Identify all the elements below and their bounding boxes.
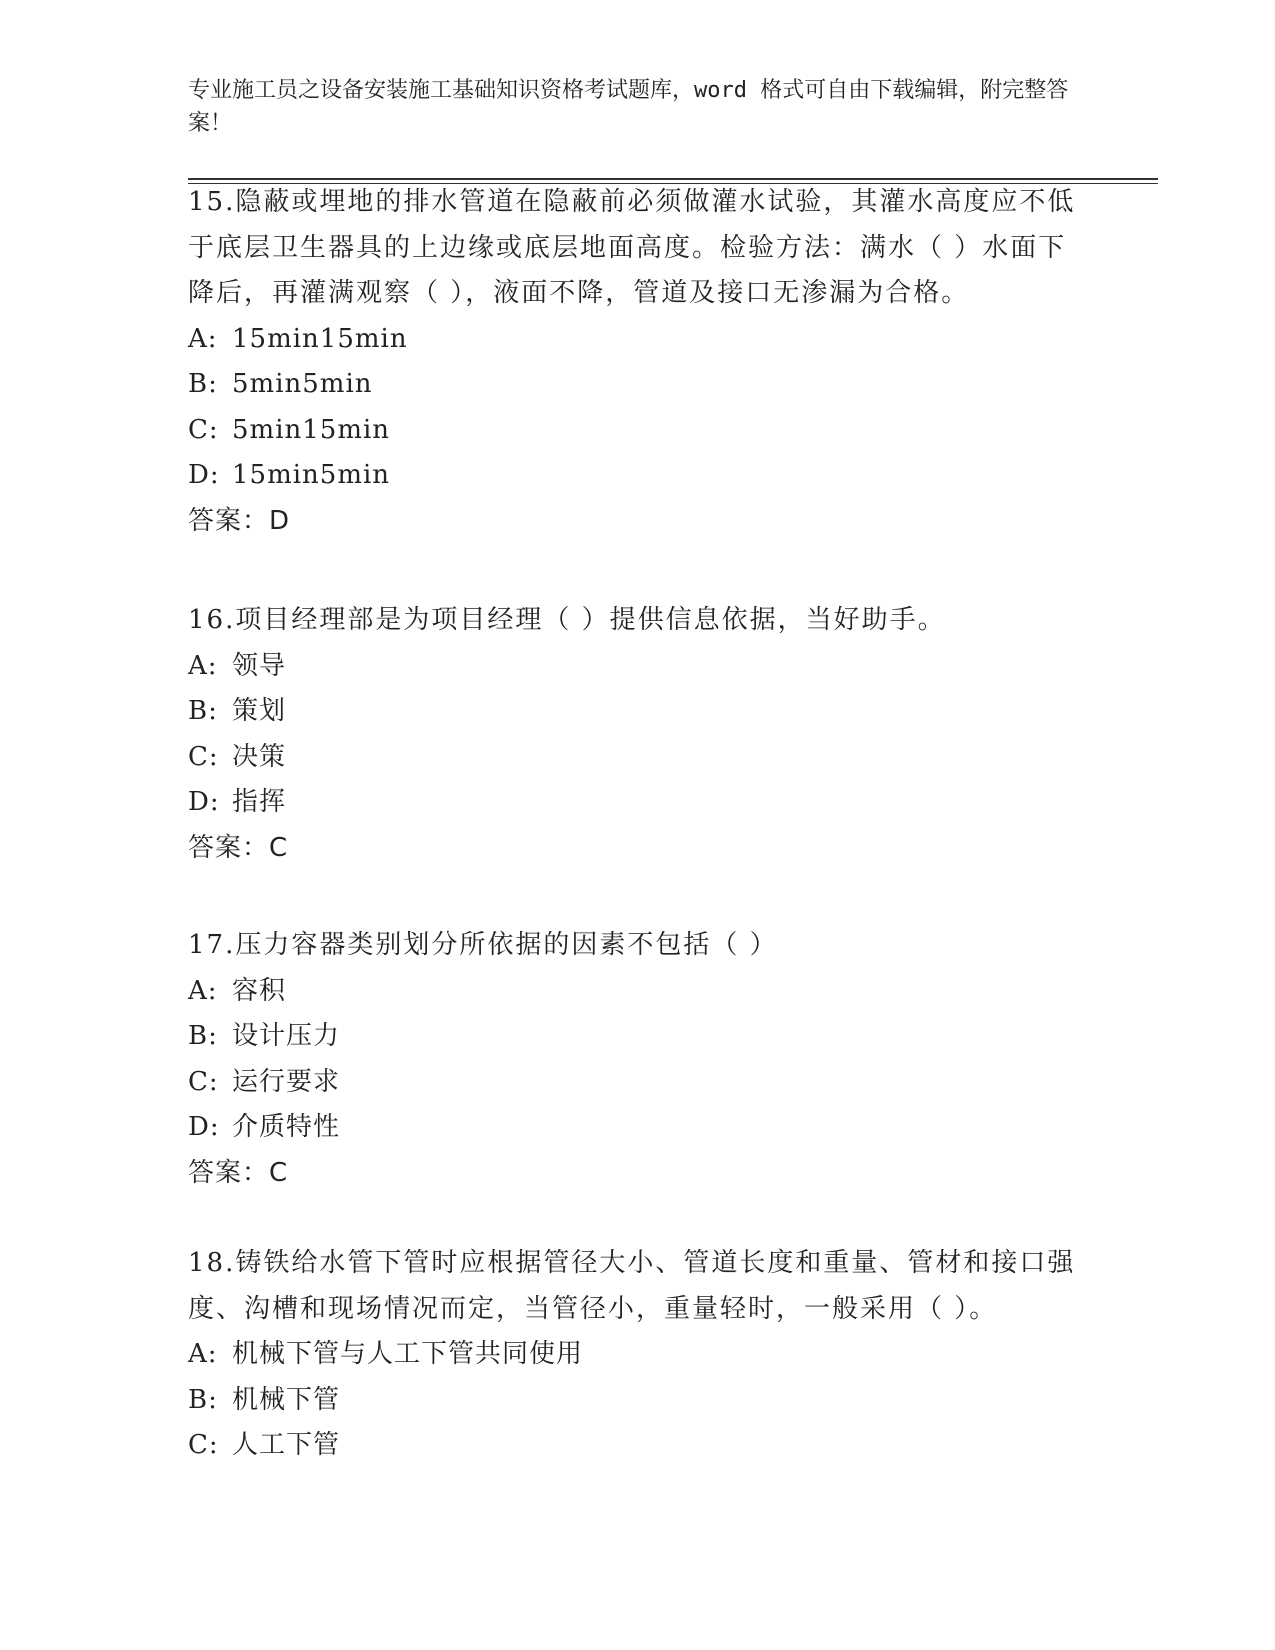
option-text: 运行要求 — [232, 1066, 341, 1097]
option-letter: D: — [188, 787, 220, 817]
option-letter: A: — [188, 975, 218, 1006]
option-c — [188, 408, 1088, 454]
option-letter: D: — [188, 1112, 220, 1142]
option-b — [188, 362, 1088, 408]
option-letter: B: — [188, 696, 218, 726]
option-text: 领导 — [232, 650, 287, 681]
option-c — [188, 735, 1088, 781]
option-letter: C: — [188, 741, 219, 772]
answer-line: 答案：C — [188, 1157, 289, 1188]
option-c — [188, 1060, 1088, 1106]
option-letter: B: — [188, 369, 218, 399]
option-text: 容积 — [232, 975, 287, 1006]
option-a — [188, 317, 1088, 363]
option-b — [188, 1014, 1088, 1060]
document-header: 专业施工员之设备安装施工基础知识资格考试题库，word 格式可自由下载编辑，附完整答案！ — [188, 78, 1069, 136]
option-letter: D: — [188, 460, 220, 490]
option-d — [188, 1105, 1088, 1151]
option-letter: B: — [188, 1021, 218, 1051]
option-text: 15min15min — [232, 323, 408, 354]
option-c — [188, 1423, 1088, 1469]
question-stem: 16.项目经理部是为项目经理（ ）提供信息依据，当好助手。 — [188, 605, 946, 635]
option-letter: C: — [188, 1430, 219, 1460]
option-text: 策划 — [232, 696, 287, 726]
option-text: 5min15min — [232, 414, 391, 445]
question-15 — [188, 180, 1088, 544]
answer-line: 答案：D — [188, 505, 291, 536]
option-letter: A: — [188, 323, 218, 354]
option-letter: B: — [188, 1384, 218, 1415]
option-text: 5min5min — [232, 369, 373, 399]
answer-line: 答案：C — [188, 832, 289, 863]
question-18 — [188, 1241, 1088, 1469]
question-stem: 18.铸铁给水管下管时应根据管径大小、管道长度和重量、管材和接口强度、沟槽和现场情况而定，当管径小，重量轻时，一般采用（ ）。 — [188, 1248, 1076, 1324]
option-b — [188, 1378, 1088, 1424]
option-a — [188, 644, 1088, 690]
option-text: 指挥 — [232, 787, 287, 817]
option-letter: A: — [188, 650, 218, 681]
option-text: 人工下管 — [232, 1430, 341, 1460]
question-stem: 17.压力容器类别划分所依据的因素不包括（ ） — [188, 930, 778, 960]
option-text: 机械下管与人工下管共同使用 — [232, 1339, 584, 1369]
option-letter: C: — [188, 1066, 219, 1097]
question-17 — [188, 923, 1088, 1196]
option-letter: A: — [188, 1339, 218, 1369]
option-letter: C: — [188, 414, 219, 445]
option-b — [188, 689, 1088, 735]
option-text: 15min5min — [232, 460, 391, 490]
option-text: 介质特性 — [232, 1112, 341, 1142]
question-16 — [188, 598, 1088, 871]
option-d — [188, 453, 1088, 499]
question-stem: 15.隐蔽或埋地的排水管道在隐蔽前必须做灌水试验，其灌水高度应不低于底层卫生器具的上边缘或底层地面高度。检验方法：满水（ ）水面下降后，再灌满观察（ ），液面不降，管道及接口无渗漏为合格。 — [188, 187, 1076, 308]
option-text: 机械下管 — [232, 1384, 341, 1415]
option-d — [188, 780, 1088, 826]
option-text: 决策 — [232, 741, 287, 772]
option-a — [188, 969, 1088, 1015]
option-a — [188, 1332, 1088, 1378]
option-text: 设计压力 — [232, 1021, 341, 1051]
